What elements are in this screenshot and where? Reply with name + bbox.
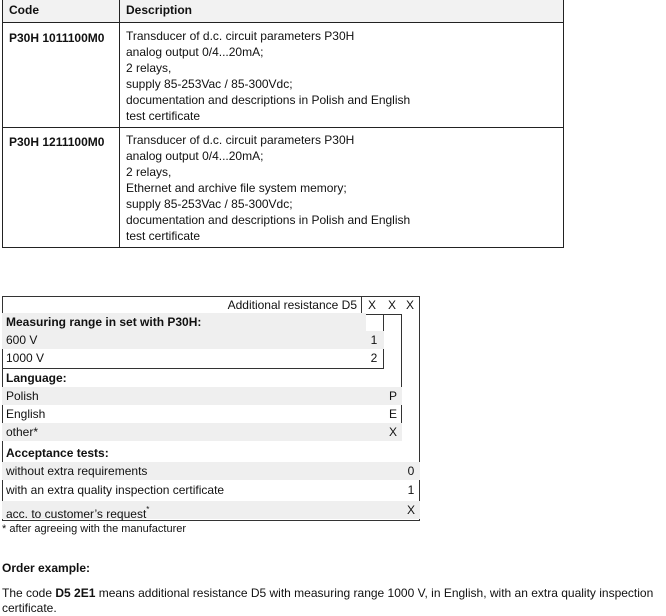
measuring-600v-row (2, 331, 384, 349)
measuring-1000v-row (2, 349, 384, 367)
product-code-2: P30H 1211100M0 (9, 135, 105, 149)
row-code: X (388, 425, 397, 439)
row-code: 1 (370, 333, 378, 347)
row-code: 0 (407, 464, 415, 478)
row-divider (3, 127, 563, 128)
row-label: Polish (6, 389, 39, 403)
row-label: English (6, 407, 46, 421)
row-label: with an extra quality inspection certificate (6, 483, 225, 497)
acceptance-certificate-row (2, 481, 420, 499)
description-line: analog output 0/4...20mA; (126, 45, 264, 59)
x-mark: X (367, 298, 376, 312)
product-description-2 (126, 132, 410, 244)
row-code: 2 (370, 351, 378, 365)
order-example-text (2, 586, 666, 616)
product-code-1: P30H 1011100M0 (9, 31, 105, 45)
code-column-header: Code (9, 3, 39, 17)
order-example-code: D5 2E1 (55, 586, 96, 600)
description-line: 2 relays, (126, 165, 172, 179)
description-line: documentation and descriptions in Polish and English (126, 93, 411, 107)
ordering-table-title: Additional resistance D5 (2, 296, 362, 314)
description-line: analog output 0/4...20mA; (126, 149, 264, 163)
description-line: Ethernet and archive file system memory; (126, 181, 347, 195)
language-heading: Language: (6, 371, 67, 385)
column-divider (119, 0, 120, 247)
description-line: test certificate (126, 109, 201, 123)
row-label: 600 V (6, 333, 38, 347)
row-code: E (388, 407, 397, 421)
product-description-1 (126, 28, 410, 124)
language-polish-row (2, 387, 402, 405)
acceptance-customer-row (2, 501, 420, 519)
codes-table-header (3, 0, 563, 23)
description-line: documentation and descriptions in Polish and English (126, 213, 411, 227)
row-code: X (406, 503, 415, 517)
row-footnote-mark: * (146, 505, 150, 514)
description-line: Transducer of d.c. circuit parameters P30H (126, 133, 355, 147)
x-mark: X (405, 298, 414, 312)
measuring-range-heading: Measuring range in set with P30H: (2, 313, 366, 331)
description-column-header: Description (126, 3, 193, 17)
language-other-row (2, 423, 402, 441)
acceptance-none-row (2, 462, 420, 480)
language-english-row (2, 405, 402, 423)
x-mark: X (387, 298, 396, 312)
row-code: 1 (407, 483, 415, 497)
order-example-heading: Order example: (2, 561, 91, 575)
description-line: supply 85-253Vac / 85-300Vdc; (126, 197, 293, 211)
codes-table (2, 0, 564, 248)
acceptance-tests-heading: Acceptance tests: (6, 446, 109, 460)
row-code: P (388, 389, 397, 403)
row-label: without extra requirements (6, 464, 148, 478)
description-line: Transducer of d.c. circuit parameters P30H (126, 29, 355, 43)
row-label: 1000 V (6, 351, 45, 365)
order-example-suffix: means additional resistance D5 with measuring range 1000 V, in English, with an extra quality inspection certificate. (2, 586, 654, 615)
footnote: * after agreeing with the manufacturer (2, 523, 187, 535)
description-line: 2 relays, (126, 61, 172, 75)
description-line: test certificate (126, 229, 201, 243)
description-line: supply 85-253Vac / 85-300Vdc; (126, 77, 293, 91)
row-label: other* (6, 425, 39, 439)
row-label: acc. to customer’s request (6, 507, 147, 521)
order-example-prefix: The code (2, 586, 56, 600)
